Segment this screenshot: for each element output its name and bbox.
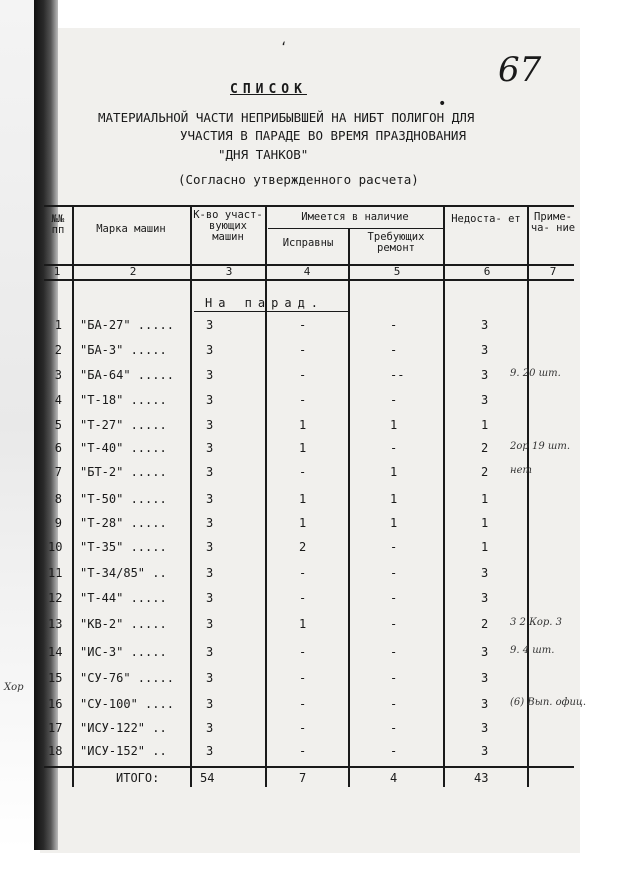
cell-brand: "Т-35" ..... — [80, 540, 167, 554]
cell-repair: - — [390, 393, 398, 407]
header-lack: Недоста- ет — [451, 213, 521, 225]
totals-label: ИТОГО: — [116, 771, 160, 785]
cell-repair: - — [390, 318, 398, 332]
cell-total: 3 — [206, 465, 214, 479]
cell-note: 9. 4 шт. — [510, 645, 555, 656]
cell-ok: - — [299, 671, 307, 685]
totals-ok: 7 — [299, 771, 307, 785]
cell-repair: - — [390, 441, 398, 455]
cell-note: нет — [510, 465, 532, 476]
cell-brand: "ИСУ-152" .. — [80, 744, 167, 758]
cell-brand: "Т-40" ..... — [80, 441, 167, 455]
cell-num: 16 — [48, 697, 63, 711]
section-label: На парад. — [205, 296, 325, 310]
cell-note: (6) Вып. офиц. — [510, 697, 587, 708]
cell-brand: "Т-27" ..... — [80, 418, 167, 432]
cell-lack: 3 — [481, 671, 489, 685]
cell-total: 3 — [206, 540, 214, 554]
cell-repair: 1 — [390, 492, 398, 506]
column-number: 5 — [393, 265, 401, 278]
cell-ok: - — [299, 368, 307, 382]
cell-total: 3 — [206, 744, 214, 758]
page-number: 67 — [498, 50, 542, 90]
cell-brand: "СУ-76" ..... — [80, 671, 174, 685]
header-num: №№ пп — [51, 213, 65, 236]
cell-ok: 1 — [299, 492, 307, 506]
cell-brand: "БА-3" ..... — [80, 343, 167, 357]
cell-num: 2 — [54, 343, 62, 357]
cell-total: 3 — [206, 368, 214, 382]
header-repair: Требующих ремонт — [367, 231, 425, 254]
cell-ok: 1 — [299, 418, 307, 432]
cell-total: 3 — [206, 492, 214, 506]
subtitle-line-4: (Согласно утвержденного расчета) — [178, 172, 419, 187]
cell-brand: "ИС-3" ..... — [80, 645, 167, 659]
cell-num: 14 — [48, 645, 63, 659]
cell-ok: - — [299, 318, 307, 332]
subtitle-line-3: "ДНЯ ТАНКОВ" — [218, 147, 309, 162]
column-number: 1 — [53, 265, 61, 278]
cell-num: 18 — [48, 744, 63, 758]
cell-lack: 3 — [481, 368, 489, 382]
cell-brand: "Т-50" ..... — [80, 492, 167, 506]
cell-brand: "БТ-2" ..... — [80, 465, 167, 479]
cell-num: 3 — [54, 368, 62, 382]
header-brand: Марка машин — [96, 223, 166, 235]
header-note: Приме- ча- ние — [530, 212, 576, 234]
cell-num: 15 — [48, 671, 63, 685]
cell-ok: - — [299, 591, 307, 605]
cell-repair: - — [390, 566, 398, 580]
cell-brand: "СУ-100" .... — [80, 697, 174, 711]
cell-ok: 1 — [299, 516, 307, 530]
page-margin — [0, 0, 34, 850]
cell-ok: 2 — [299, 540, 307, 554]
cell-repair: 1 — [390, 465, 398, 479]
cell-total: 3 — [206, 617, 214, 631]
cell-repair: 1 — [390, 516, 398, 530]
cell-lack: 3 — [481, 343, 489, 357]
ink-dot: • — [438, 96, 447, 112]
cell-total: 3 — [206, 516, 214, 530]
totals-lack: 43 — [474, 771, 489, 785]
cell-ok: - — [299, 566, 307, 580]
cell-ok: 1 — [299, 441, 307, 455]
cell-brand: "Т-34/85" .. — [80, 566, 167, 580]
cell-lack: 1 — [481, 418, 489, 432]
cell-ok: 1 — [299, 617, 307, 631]
cell-repair: - — [390, 343, 398, 357]
totals-total: 54 — [200, 771, 215, 785]
cell-lack: 3 — [481, 393, 489, 407]
cell-num: 13 — [48, 617, 63, 631]
cell-brand: "Т-44" ..... — [80, 591, 167, 605]
cell-repair: 1 — [390, 418, 398, 432]
cell-ok: - — [299, 721, 307, 735]
column-number: 3 — [225, 265, 233, 278]
cell-ok: - — [299, 645, 307, 659]
cell-lack: 3 — [481, 591, 489, 605]
cell-brand: "Т-28" ..... — [80, 516, 167, 530]
cell-total: 3 — [206, 393, 214, 407]
cell-repair: - — [390, 721, 398, 735]
cell-repair: - — [390, 591, 398, 605]
cell-lack: 2 — [481, 465, 489, 479]
cell-ok: - — [299, 697, 307, 711]
column-number: 4 — [303, 265, 311, 278]
cell-brand: "КВ-2" ..... — [80, 617, 167, 631]
cell-note: 3 2 Кор. 3 — [510, 617, 562, 628]
cell-num: 6 — [54, 441, 62, 455]
cell-lack: 3 — [481, 721, 489, 735]
cell-num: 12 — [48, 591, 63, 605]
cell-brand: "Т-18" ..... — [80, 393, 167, 407]
cell-lack: 2 — [481, 617, 489, 631]
cell-ok: - — [299, 393, 307, 407]
pen-mark: ‘ — [280, 40, 288, 54]
document-title: СПИСОК — [230, 82, 307, 97]
cell-num: 5 — [54, 418, 62, 432]
column-number: 2 — [129, 265, 137, 278]
cell-num: 4 — [54, 393, 62, 407]
cell-num: 9 — [54, 516, 62, 530]
header-total: К-во участ- вующих машин — [193, 209, 263, 243]
cell-num: 10 — [48, 540, 63, 554]
cell-repair: - — [390, 697, 398, 711]
cell-total: 3 — [206, 441, 214, 455]
header-available: Имеется в наличие — [301, 211, 409, 223]
cell-num: 11 — [48, 566, 63, 580]
cell-repair: - — [390, 744, 398, 758]
cell-num: 1 — [54, 318, 62, 332]
cell-lack: 3 — [481, 645, 489, 659]
cell-total: 3 — [206, 721, 214, 735]
cell-num: 8 — [54, 492, 62, 506]
cell-brand: "БА-27" ..... — [80, 318, 174, 332]
column-number: 6 — [483, 265, 491, 278]
totals-repair: 4 — [390, 771, 398, 785]
cell-total: 3 — [206, 591, 214, 605]
cell-ok: - — [299, 343, 307, 357]
cell-brand: "ИСУ-122" .. — [80, 721, 167, 735]
header-ok: Исправны — [282, 237, 334, 249]
cell-ok: - — [299, 744, 307, 758]
cell-note: 9. 20 шт. — [510, 368, 561, 379]
cell-total: 3 — [206, 645, 214, 659]
cell-lack: 1 — [481, 516, 489, 530]
subtitle-line-2: УЧАСТИЯ В ПАРАДЕ ВО ВРЕМЯ ПРАЗДНОВАНИЯ — [180, 128, 466, 143]
cell-lack: 2 — [481, 441, 489, 455]
cell-ok: - — [299, 465, 307, 479]
cell-note: 2ор 19 шт. — [510, 441, 570, 452]
cell-repair: - — [390, 540, 398, 554]
cell-lack: 1 — [481, 492, 489, 506]
cell-num: 7 — [54, 465, 62, 479]
cell-repair: - — [390, 671, 398, 685]
cell-total: 3 — [206, 566, 214, 580]
cell-total: 3 — [206, 343, 214, 357]
cell-total: 3 — [206, 671, 214, 685]
cell-repair: -- — [390, 368, 405, 382]
cell-repair: - — [390, 645, 398, 659]
cell-total: 3 — [206, 318, 214, 332]
cell-repair: - — [390, 617, 398, 631]
column-number: 7 — [549, 265, 557, 278]
cell-lack: 3 — [481, 697, 489, 711]
cell-lack: 1 — [481, 540, 489, 554]
margin-note: Хор — [4, 682, 24, 693]
cell-num: 17 — [48, 721, 63, 735]
cell-lack: 3 — [481, 318, 489, 332]
cell-brand: "БА-64" ..... — [80, 368, 174, 382]
cell-lack: 3 — [481, 744, 489, 758]
cell-total: 3 — [206, 418, 214, 432]
cell-total: 3 — [206, 697, 214, 711]
subtitle-line-1: МАТЕРИАЛЬНОЙ ЧАСТИ НЕПРИБЫВШЕЙ НА НИБТ ПОЛИГОН ДЛЯ — [98, 110, 475, 125]
cell-lack: 3 — [481, 566, 489, 580]
